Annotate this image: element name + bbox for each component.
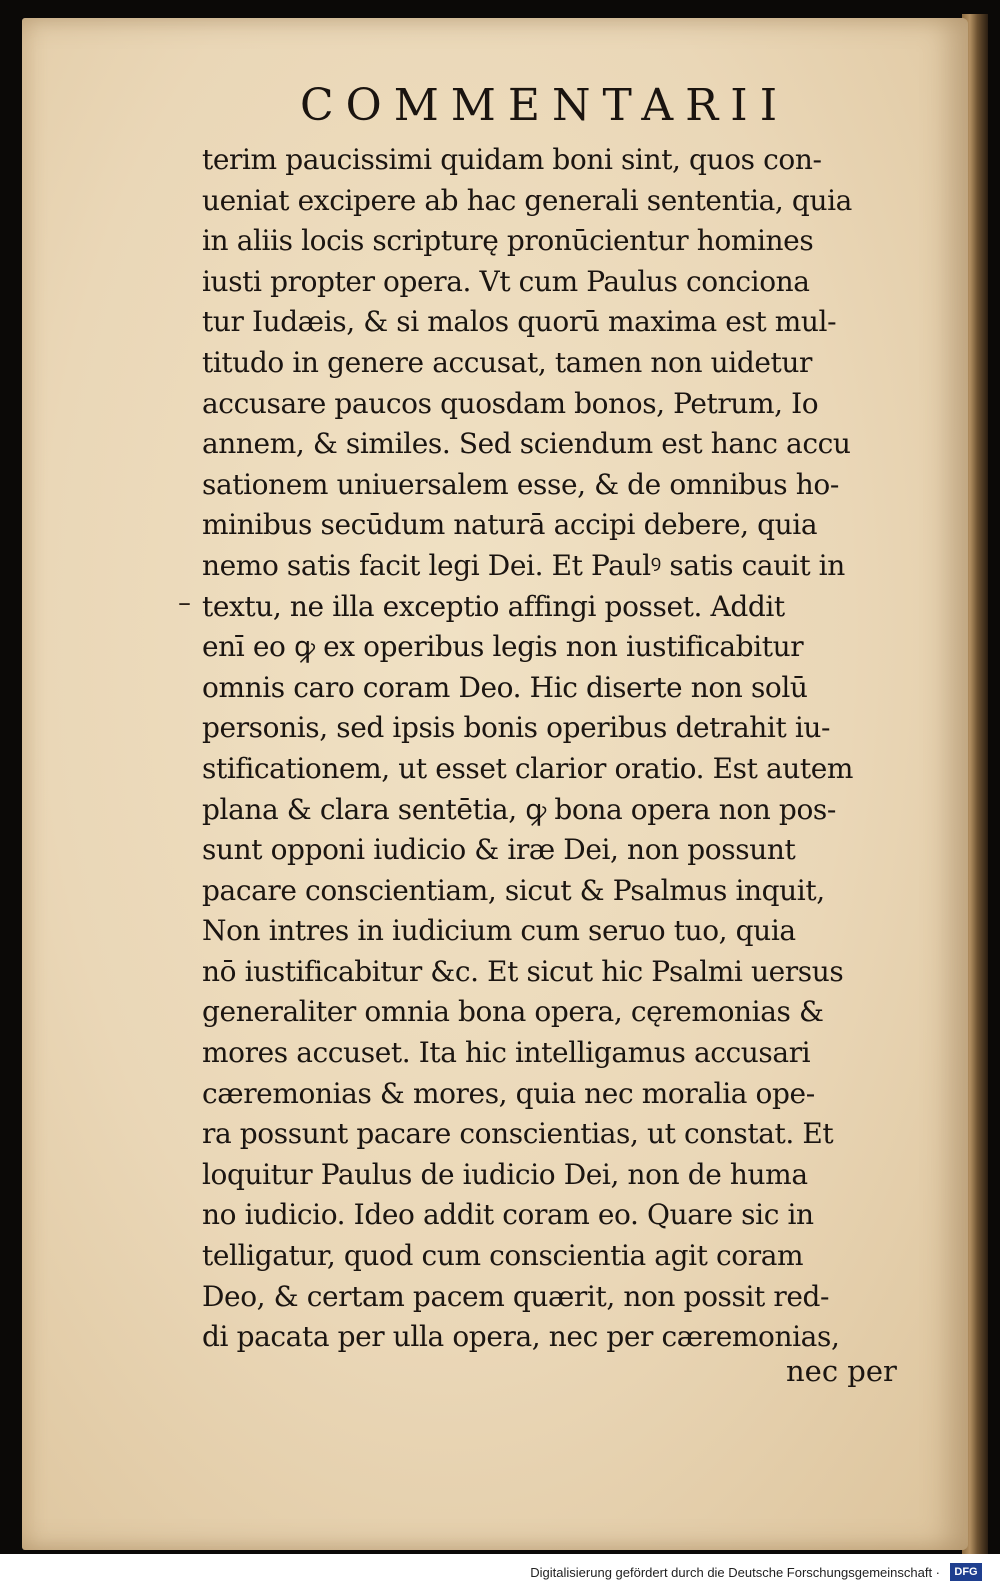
text-line: iusti propter opera. Vt cum Paulus conciona: [202, 264, 810, 298]
text-line: plana & clara sentētia, ꝙ bona opera non pos-: [202, 792, 836, 826]
text-line: annem, & similes. Sed sciendum est hanc accu: [202, 427, 851, 461]
text-line: enī eo ꝙ ex operibus legis non iustificabitur: [202, 630, 804, 664]
dfg-logo: DFG: [950, 1563, 982, 1581]
text-line: Deo, & certam pacem quærit, non possit red-: [202, 1279, 830, 1313]
text-line: generaliter omnia bona opera, cęremonias &: [202, 995, 824, 1029]
text-line: sunt opponi iudicio & iræ Dei, non possunt: [202, 833, 796, 867]
text-line: tur Iudæis, & si malos quorū maxima est mul-: [202, 305, 837, 339]
text-line: pacare conscientiam, sicut & Psalmus inquit,: [202, 873, 825, 907]
text-line: accusare paucos quosdam bonos, Petrum, Io: [202, 386, 819, 420]
text-line: textu, ne illa exceptio affingi posset. Addit: [202, 589, 785, 623]
text-line: nemo satis facit legi Dei. Et Paulꝰ satis cauit in: [202, 548, 845, 582]
text-line: no iudicio. Ideo addit coram eo. Quare sic in: [202, 1198, 814, 1232]
text-line: loquitur Paulus de iudicio Dei, non de huma: [202, 1157, 808, 1191]
text-line: titudo in genere accusat, tamen non uidetur: [202, 345, 812, 379]
text-line: terim paucissimi quidam boni sint, quos con-: [202, 143, 822, 176]
margin-mark: –: [178, 588, 191, 618]
text-line: di pacata per ulla opera, nec per cæremonias,: [202, 1320, 840, 1354]
text-line: sationem uniuersalem esse, & de omnibus ho-: [202, 467, 839, 501]
text-line: personis, sed ipsis bonis operibus detrahit iu-: [202, 711, 831, 745]
text-line: omnis caro coram Deo. Hic diserte non solū: [202, 670, 808, 704]
text-line: Non intres in iudicium cum seruo tuo, quia: [202, 914, 796, 948]
body-text: [202, 140, 922, 1358]
text-line: ra possunt pacare conscientias, ut constat. Et: [202, 1117, 834, 1151]
catchword: nec per: [786, 1354, 897, 1388]
funding-credit: Digitalisierung gefördert durch die Deutsche Forschungsgemeinschaft ·: [530, 1565, 940, 1580]
text-line: ueniat excipere ab hac generali sententia, quia: [202, 183, 852, 217]
text-line: stificationem, ut esset clarior oratio. Est autem: [202, 751, 854, 785]
text-line: telligatur, quod cum conscientia agit coram: [202, 1239, 804, 1273]
footer-bar: [0, 1554, 1000, 1594]
text-line: in aliis locis scripturę pronūcientur homines: [202, 224, 814, 258]
text-line: cæremonias & mores, quia nec moralia ope-: [202, 1076, 815, 1110]
text-line: minibus secūdum naturā accipi debere, quia: [202, 508, 818, 542]
running-head: COMMENTARII: [300, 80, 790, 131]
text-line: nō iustificabitur &c. Et sicut hic Psalmi uersus: [202, 954, 844, 988]
text-line: mores accuset. Ita hic intelligamus accusari: [202, 1036, 811, 1070]
